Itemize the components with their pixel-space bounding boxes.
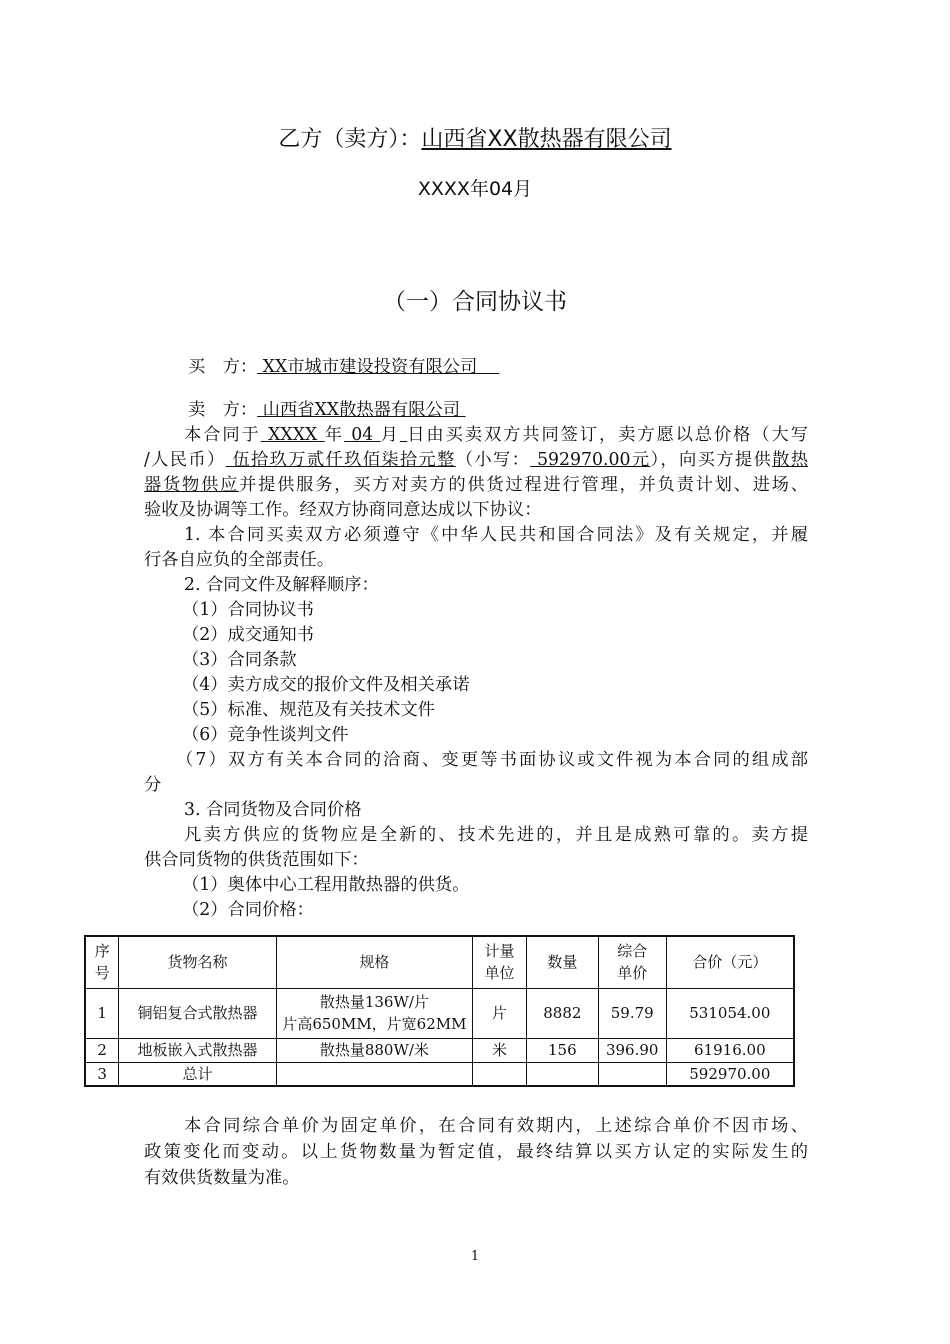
buyer-line — [144, 355, 808, 380]
cell-qty: 8882 — [526, 988, 598, 1038]
intro-line-1: 本合同于 XXXX 年 04 月 日由买卖双方共同签订，卖方愿以总价格（大写 — [184, 425, 808, 445]
doc-item-7-line-2: 分 — [144, 775, 162, 795]
header-name: 货物名称 — [119, 936, 276, 988]
cell-name: 地板嵌入式散热器 — [119, 1038, 276, 1062]
doc-item-1: （1）合同协议书 — [182, 600, 314, 620]
cell-qty: 156 — [526, 1038, 598, 1062]
cell-name: 总计 — [119, 1062, 276, 1086]
seller-label: 卖 方： — [188, 400, 258, 420]
cell-unit-price: 396.90 — [598, 1038, 666, 1062]
clause-3-item-2: （2）合同价格： — [182, 900, 314, 920]
cell-spec — [276, 1062, 472, 1086]
cell-no: 3 — [85, 1062, 119, 1086]
cell-no: 1 — [85, 988, 119, 1038]
doc-item-5: （5）标准、规范及有关技术文件 — [182, 700, 435, 720]
header-qty: 数量 — [526, 936, 598, 988]
clause-3-para-line-2: 供合同货物的供货范围如下： — [144, 850, 369, 870]
goods-supply-a: 散热 — [772, 450, 809, 470]
header-total: 合价（元） — [666, 936, 794, 988]
doc-item-6: （6）竞争性谈判文件 — [182, 725, 349, 745]
cell-name: 铜铝复合式散热器 — [119, 988, 276, 1038]
clause-3-para-line-1: 凡卖方供应的货物应是全新的、技术先进的，并且是成熟可靠的。卖方提 — [184, 825, 808, 845]
cell-unit: 片 — [473, 988, 527, 1038]
page-number: 1 — [470, 1249, 480, 1264]
header-unit: 计量 单位 — [473, 936, 527, 988]
cell-total: 61916.00 — [666, 1038, 794, 1062]
cell-unit — [473, 1062, 527, 1086]
cell-unit-price: 59.79 — [598, 988, 666, 1038]
seller-heading — [0, 122, 950, 153]
intro-line-4: 验收及协调等工作。经双方协商同意达成以下协议： — [144, 500, 542, 520]
clause-1-line-2: 行各自应负的全部责任。 — [144, 550, 335, 570]
amount-words: 伍拾玖万贰仟玖佰柒拾元整 — [232, 450, 456, 470]
cell-total: 531054.00 — [666, 988, 794, 1038]
contract-month: 04 — [351, 425, 374, 445]
cell-unit-price — [598, 1062, 666, 1086]
seller-line — [144, 398, 808, 423]
table-header-row — [85, 936, 794, 988]
clause-3-item-1: （1）奥体中心工程用散热器的供货。 — [182, 875, 470, 895]
goods-price-table — [84, 935, 795, 1087]
clause-3-heading: 3. 合同货物及合同价格 — [184, 800, 362, 820]
contract-date: XXXX年04月 — [417, 178, 533, 200]
cell-no: 2 — [85, 1038, 119, 1062]
table-row-total — [85, 1062, 794, 1086]
doc-item-2: （2）成交通知书 — [182, 625, 314, 645]
buyer-name: XX市城市建设投资有限公司 — [262, 357, 478, 377]
goods-supply-b: 器货物供应 — [144, 475, 240, 495]
amount-number: 592970.00元 — [537, 450, 651, 470]
cell-spec: 散热量136W/片 片高650MM，片宽62MM — [276, 988, 472, 1038]
clause-1-line-1: 1. 本合同买卖双方必须遵守《中华人民共和国合同法》及有关规定，并履 — [184, 525, 808, 545]
cell-unit: 米 — [473, 1038, 527, 1062]
intro-line-2: /人民币） 伍拾玖万贰仟玖佰柒拾元整（小写： 592970.00元），向买方提供散热 — [144, 450, 809, 470]
contract-year: XXXX — [268, 425, 318, 445]
doc-item-7-line-1: （7）双方有关本合同的洽商、变更等书面协议或文件视为本合同的组成部 — [176, 750, 808, 770]
seller-heading-label: 乙方（卖方）： — [278, 127, 422, 152]
table-row — [85, 988, 794, 1038]
cell-total: 592970.00 — [666, 1062, 794, 1086]
closing-line-1: 本合同综合单价为固定单价，在合同有效期内，上述综合单价不因市场、 — [184, 1116, 808, 1136]
header-unit-price: 综合 单价 — [598, 936, 666, 988]
header-spec: 规格 — [276, 936, 472, 988]
clause-2-heading: 2. 合同文件及解释顺序： — [184, 575, 379, 595]
seller-name: 山西省XX散热器有限公司 — [262, 400, 461, 420]
document-title: （一）合同协议书 — [383, 289, 567, 315]
seller-heading-name: 山西省XX散热器有限公司 — [421, 127, 672, 152]
closing-line-3: 有效供货数量为准。 — [144, 1168, 300, 1188]
doc-item-3: （3）合同条款 — [182, 650, 297, 670]
cell-qty — [526, 1062, 598, 1086]
table-row — [85, 1038, 794, 1062]
header-no: 序 号 — [85, 936, 119, 988]
doc-item-4: （4）卖方成交的报价文件及相关承诺 — [182, 675, 470, 695]
closing-line-2: 政策变化而变动。以上货物数量为暂定值，最终结算以买方认定的实际发生的 — [144, 1142, 808, 1162]
intro-line-3: 器货物供应并提供服务，买方对卖方的供货过程进行管理，并负责计划、进场、 — [144, 475, 808, 495]
cell-spec: 散热量880W/米 — [276, 1038, 472, 1062]
buyer-label: 买 方： — [188, 357, 258, 377]
